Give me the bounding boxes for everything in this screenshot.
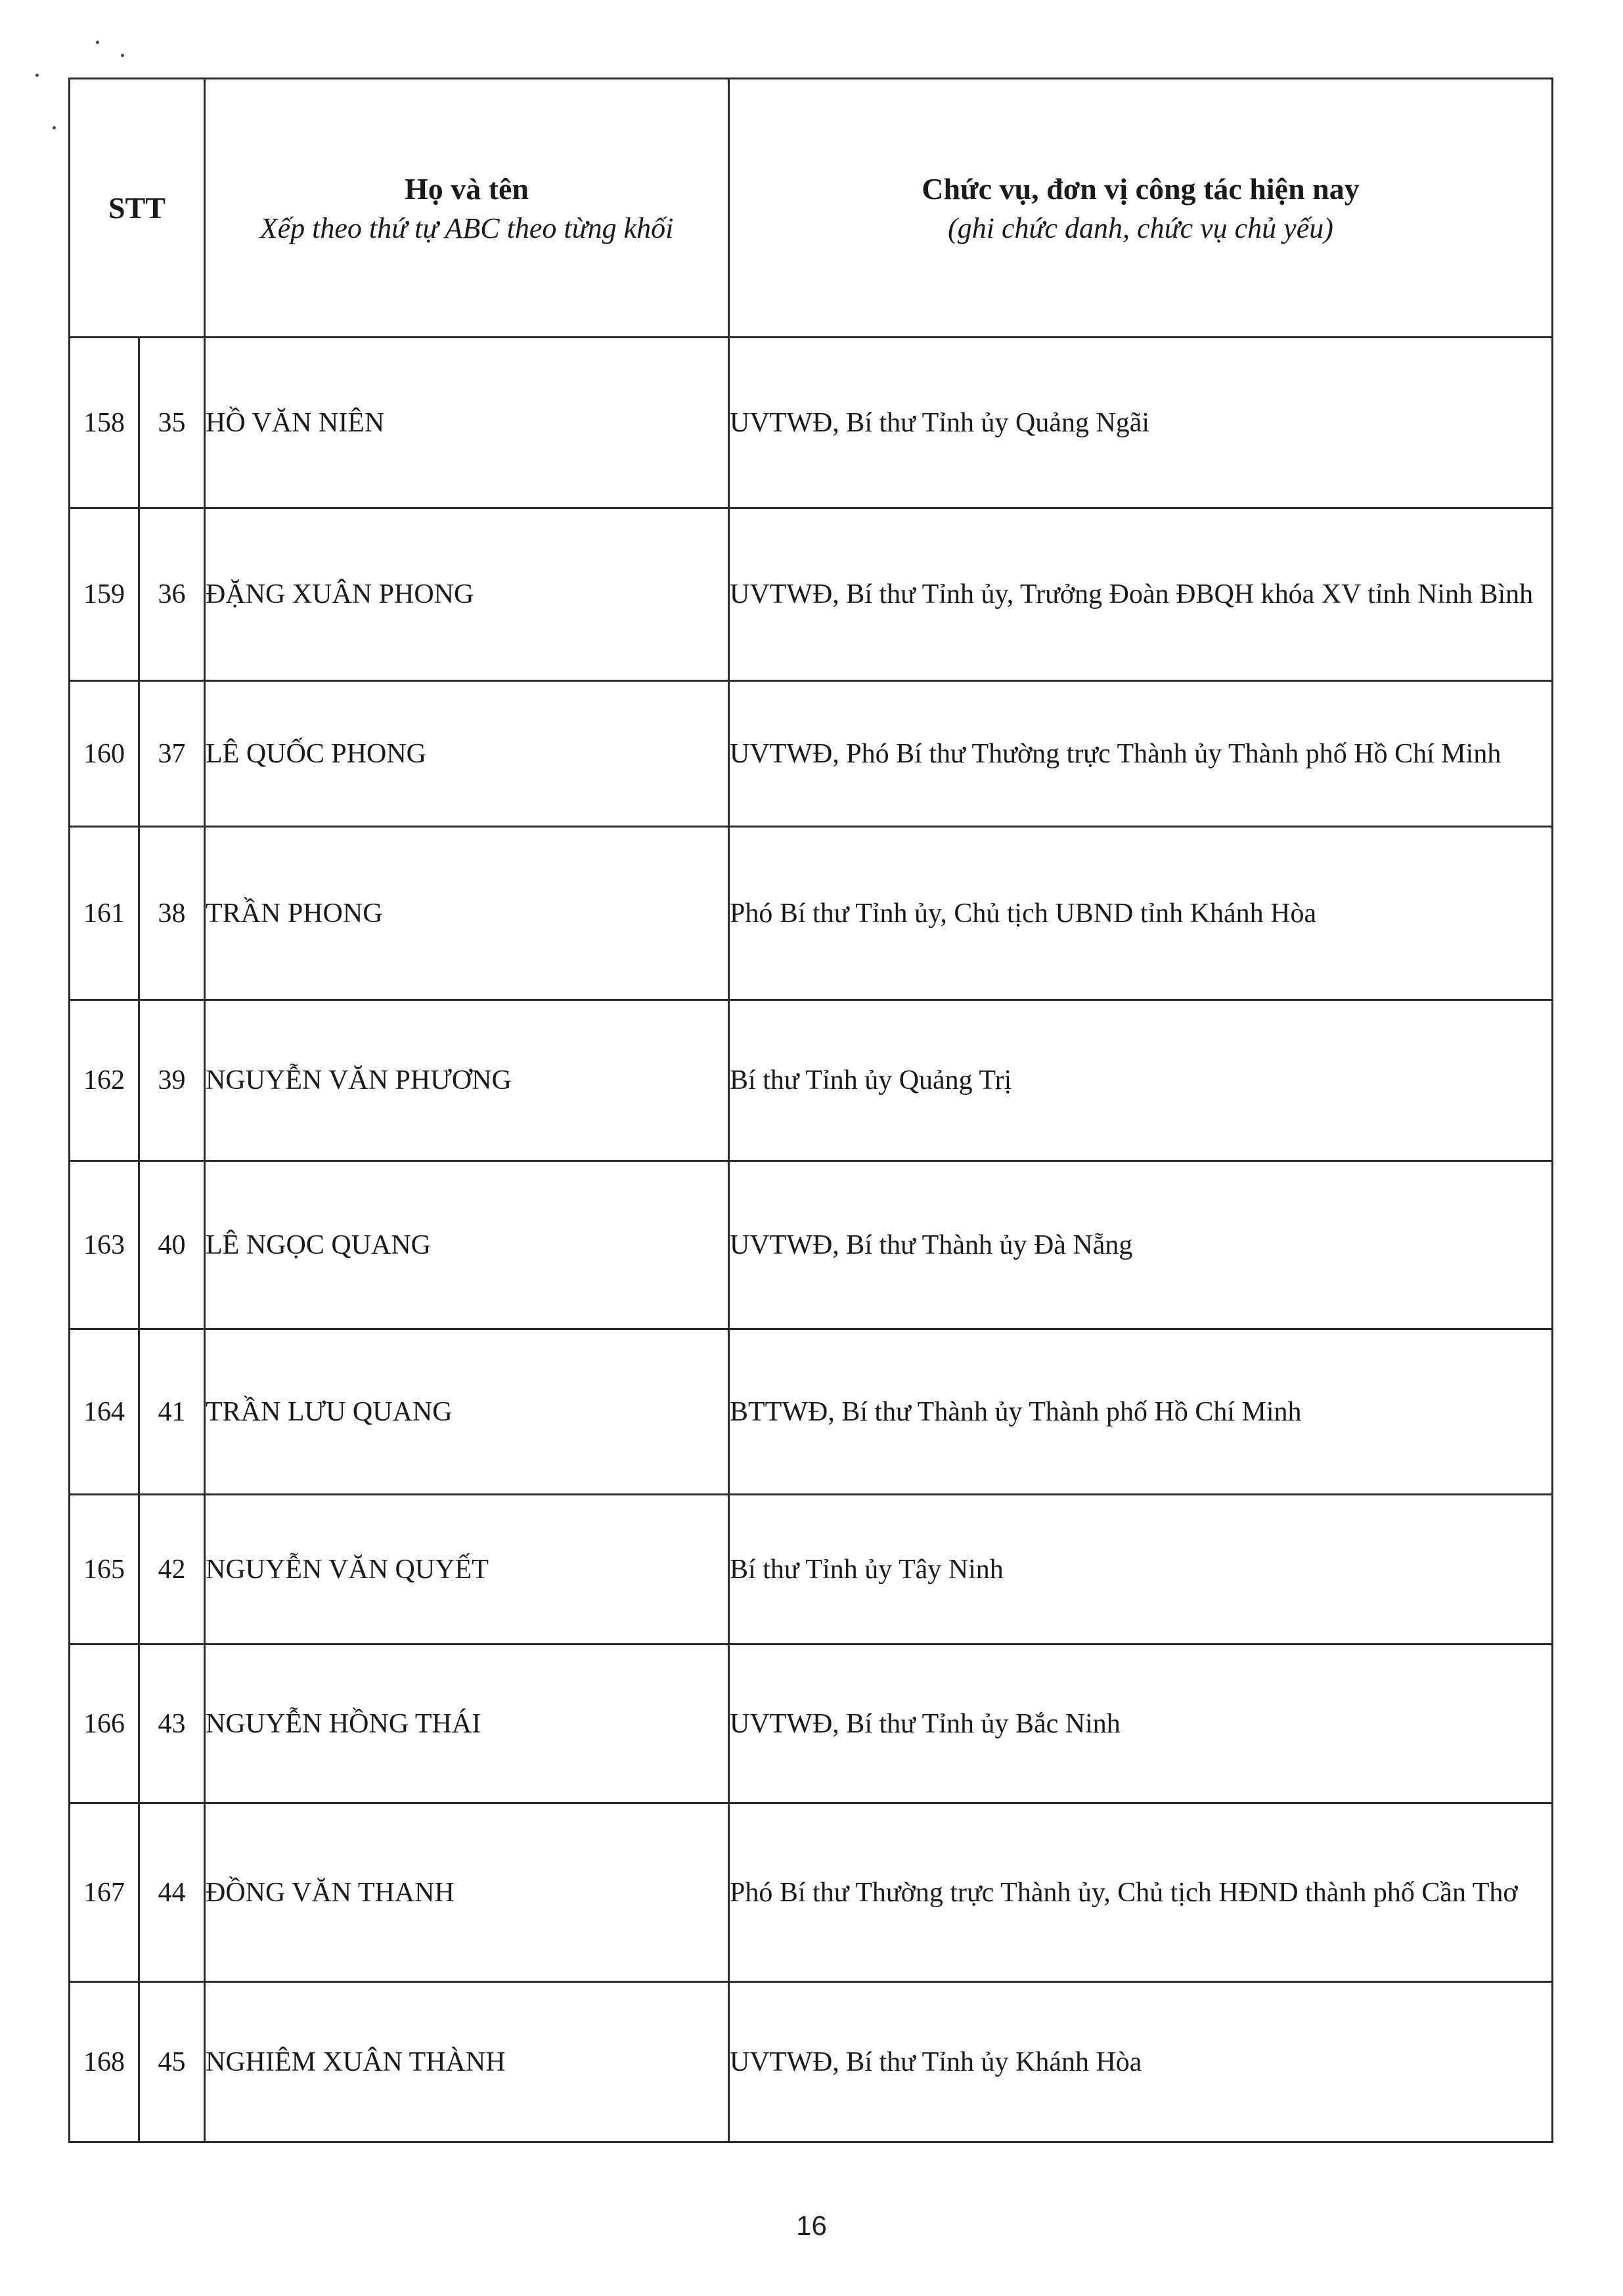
table-row [70, 338, 1553, 508]
row-stt: 164 [70, 1329, 139, 1495]
row-sub-stt: 42 [139, 1495, 205, 1645]
row-name: ĐỒNG VĂN THANH [205, 1803, 729, 1982]
row-position: UVTWĐ, Bí thư Tỉnh ủy Bắc Ninh [729, 1645, 1553, 1803]
table-row [70, 1161, 1553, 1329]
page-number: 16 [796, 2210, 827, 2241]
row-position: UVTWĐ, Bí thư Tỉnh ủy Khánh Hòa [729, 1982, 1553, 2142]
row-name: HỒ VĂN NIÊN [205, 338, 729, 508]
table-row [70, 1982, 1553, 2142]
row-sub-stt: 38 [139, 827, 205, 1000]
row-name: TRẦN PHONG [205, 827, 729, 1000]
row-position: Bí thư Tỉnh ủy Quảng Trị [729, 1000, 1553, 1161]
scan-speck [96, 41, 99, 44]
table-row [70, 827, 1553, 1000]
header-position-column [729, 79, 1553, 338]
scan-speck [53, 126, 56, 129]
row-stt: 158 [70, 338, 139, 508]
row-name: LÊ QUỐC PHONG [205, 681, 729, 827]
row-sub-stt: 37 [139, 681, 205, 827]
header-stt: STT [70, 79, 205, 338]
header-position-subtitle: (ghi chức danh, chức vụ chủ yếu) [948, 211, 1333, 244]
row-name: TRẦN LƯU QUANG [205, 1329, 729, 1495]
row-sub-stt: 43 [139, 1645, 205, 1803]
row-position: UVTWĐ, Bí thư Tỉnh ủy Quảng Ngãi [729, 338, 1553, 508]
scan-speck [35, 74, 39, 77]
row-stt: 163 [70, 1161, 139, 1329]
row-sub-stt: 44 [139, 1803, 205, 1982]
row-name: NGUYỄN VĂN PHƯƠNG [205, 1000, 729, 1161]
row-sub-stt: 41 [139, 1329, 205, 1495]
header-name-subtitle: Xếp theo thứ tự ABC theo từng khối [259, 211, 674, 244]
row-position: BTTWĐ, Bí thư Thành ủy Thành phố Hồ Chí Minh [729, 1329, 1553, 1495]
row-position: UVTWĐ, Phó Bí thư Thường trực Thành ủy Thành phố Hồ Chí Minh [729, 681, 1553, 827]
row-sub-stt: 45 [139, 1982, 205, 2142]
row-sub-stt: 39 [139, 1000, 205, 1161]
table-row [70, 1329, 1553, 1495]
row-sub-stt: 35 [139, 338, 205, 508]
table-row [70, 681, 1553, 827]
row-sub-stt: 40 [139, 1161, 205, 1329]
row-stt: 161 [70, 827, 139, 1000]
row-name: ĐẶNG XUÂN PHONG [205, 508, 729, 681]
scan-speck [121, 54, 124, 57]
row-name: LÊ NGỌC QUANG [205, 1161, 729, 1329]
table-row [70, 1803, 1553, 1982]
personnel-table [68, 77, 1553, 2143]
header-position-title: Chức vụ, đơn vị công tác hiện nay [922, 171, 1360, 206]
row-stt: 168 [70, 1982, 139, 2142]
row-name: NGHIÊM XUÂN THÀNH [205, 1982, 729, 2142]
header-name-title: Họ và tên [404, 171, 529, 206]
table-row [70, 1000, 1553, 1161]
row-position: Bí thư Tỉnh ủy Tây Ninh [729, 1495, 1553, 1645]
row-name: NGUYỄN VĂN QUYẾT [205, 1495, 729, 1645]
row-position: Phó Bí thư Tỉnh ủy, Chủ tịch UBND tỉnh Khánh Hòa [729, 827, 1553, 1000]
table-header-row [70, 79, 1553, 338]
row-stt: 160 [70, 681, 139, 827]
row-stt: 162 [70, 1000, 139, 1161]
table-row [70, 1645, 1553, 1803]
row-position: UVTWĐ, Bí thư Thành ủy Đà Nẵng [729, 1161, 1553, 1329]
row-sub-stt: 36 [139, 508, 205, 681]
row-name: NGUYỄN HỒNG THÁI [205, 1645, 729, 1803]
header-name-column [205, 79, 729, 338]
row-stt: 167 [70, 1803, 139, 1982]
row-stt: 159 [70, 508, 139, 681]
row-stt: 166 [70, 1645, 139, 1803]
row-stt: 165 [70, 1495, 139, 1645]
table-row [70, 1495, 1553, 1645]
row-position: UVTWĐ, Bí thư Tỉnh ủy, Trưởng Đoàn ĐBQH khóa XV tỉnh Ninh Bình [729, 508, 1553, 681]
table-row [70, 508, 1553, 681]
row-position: Phó Bí thư Thường trực Thành ủy, Chủ tịch HĐND thành phố Cần Thơ [729, 1803, 1553, 1982]
